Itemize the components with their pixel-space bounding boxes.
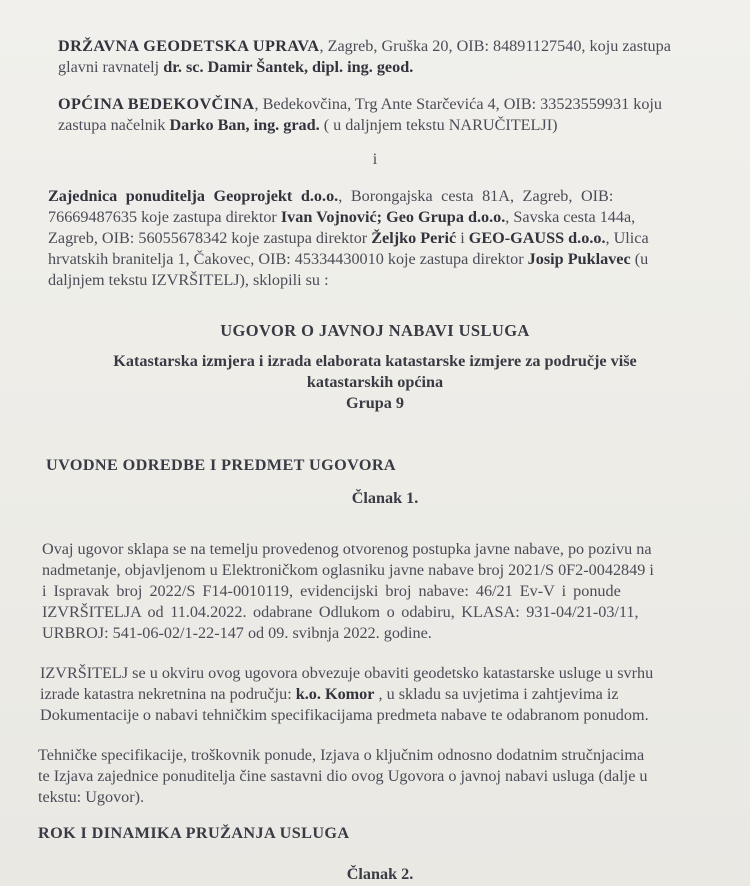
client1-details: , Zagreb, Gruška 20, OIB: 84891127540, koju zastupa [319, 37, 671, 55]
cadastral-municipality: k.o. Komor [295, 685, 375, 703]
contractor-rep1: Ivan Vojnović; Geo Grupa d.o.o. [280, 208, 506, 226]
p2-line2-start: izrade katastra nekretnina na području: [40, 685, 296, 703]
contractor-address2: , Savska cesta 144a, [505, 208, 636, 226]
contract-group: Grupa 9 [345, 394, 405, 412]
client1-line1 [58, 36, 698, 57]
client2-rep-intro: zastupa načelnik [58, 116, 170, 134]
section1-article: Članak 1. [351, 489, 419, 507]
contractor-line2 [48, 207, 708, 228]
contractor-rep2: Željko Perić [371, 229, 457, 247]
contractor-line4 [48, 249, 718, 270]
contract-subtitle-line2: katastarskih općina [306, 373, 444, 391]
p1-line: URBROJ: 541-06-02/1-22-147 od 09. svibnja 2022. godine. [42, 624, 432, 642]
client2-rep-suffix: ( u daljnjem tekstu NARUČITELJI) [319, 116, 558, 134]
section1-heading: UVODNE ODREDBE I PREDMET UGOVORA [46, 456, 397, 474]
contractor-line1 [48, 186, 708, 207]
p3-line: Tehničke specifikacije, troškovnik ponude, Izjava o ključnim odnosno dodatnim stručnjacima [38, 746, 645, 764]
contractor-address3: , Ulica [605, 229, 649, 247]
p1-line: Ovaj ugovor sklapa se na temelju provedenog otvorenog postupka javne nabave, po pozivu na [42, 540, 652, 558]
contractor-suffix: (u [630, 250, 649, 268]
contract-subtitle-line1: Katastarska izmjera i izrada elaborata katastarske izmjere za područje više [113, 352, 637, 370]
contractor-line5: daljnjem tekstu IZVRŠITELJ), sklopili su : [48, 271, 329, 289]
client1-name: DRŽAVNA GEODETSKA UPRAVA [58, 37, 320, 55]
contractor-rep3: Josip Puklavec [527, 250, 631, 268]
contract-title: UGOVOR O JAVNOJ NABAVI USLUGA [220, 321, 530, 340]
p3-line: te Izjava zajednice ponuditelja čine sastavni dio ovog Ugovora o javnoj nabavi usluga (dalje u [38, 767, 648, 785]
p3-line: tekstu: Ugovor). [38, 788, 145, 806]
client2-name: OPĆINA BEDEKOVČINA [58, 95, 255, 113]
p2-line2 [40, 684, 720, 705]
contractor-line3 [48, 228, 708, 249]
client1-rep-name: dr. sc. Damir Šantek, dipl. ing. geod. [163, 58, 414, 76]
contractor-name: Zajednica ponuditelja Geoprojekt d.o.o. [48, 187, 339, 205]
client2-line1 [58, 94, 698, 115]
client1-line2 [58, 57, 698, 78]
contractor-oib3: hrvatskih branitelja 1, Čakovec, OIB: 45334430010 koje zastupa direktor [48, 250, 528, 268]
section2-heading: ROK I DINAMIKA PRUŽANJA USLUGA [38, 824, 350, 842]
contractor-and: i [456, 229, 469, 247]
section2-article: Članak 2. [346, 865, 414, 883]
client1-rep-intro: glavni ravnatelj [58, 58, 164, 76]
p1-line: IZVRŠITELJA od 11.04.2022. odabrane Odlukom o odabiru, KLASA: 931-04/21-03/11, [42, 603, 639, 621]
client2-details: , Bedekovčina, Trg Ante Starčevića 4, OIB: 33523559931 koju [254, 95, 663, 113]
p1-line: nadmetanje, objavljenom u Elektroničkom oglasniku javne nabave broj 2021/S 0F2-0042849 i [42, 561, 654, 579]
client2-rep-name: Darko Ban, ing. grad. [169, 116, 320, 134]
conjunction-and: i [372, 150, 378, 168]
p2-line1: IZVRŠITELJ se u okviru ovog ugovora obvezuje obaviti geodetsko katastarske usluge u svrhu [40, 664, 654, 682]
p1-line: i Ispravak broj 2022/S F14-0010119, evidencijski broj nabave: 46/21 Ev-V i ponude [42, 582, 621, 600]
contractor-oib2: Zagreb, OIB: 56055678342 koje zastupa direktor [48, 229, 372, 247]
contractor-address: , Borongajska cesta 81A, Zagreb, OIB: [338, 187, 614, 205]
p2-line3: Dokumentacije o nabavi tehničkim specifikacijama predmeta nabave te odabranom ponudom. [40, 706, 649, 724]
client2-line2 [58, 115, 698, 136]
contractor-oib1: 76669487635 koje zastupa direktor [48, 208, 281, 226]
contractor-firm3: GEO-GAUSS d.o.o. [468, 229, 606, 247]
p2-line2-end: , u skladu sa uvjetima i zahtjevima iz [374, 685, 619, 703]
